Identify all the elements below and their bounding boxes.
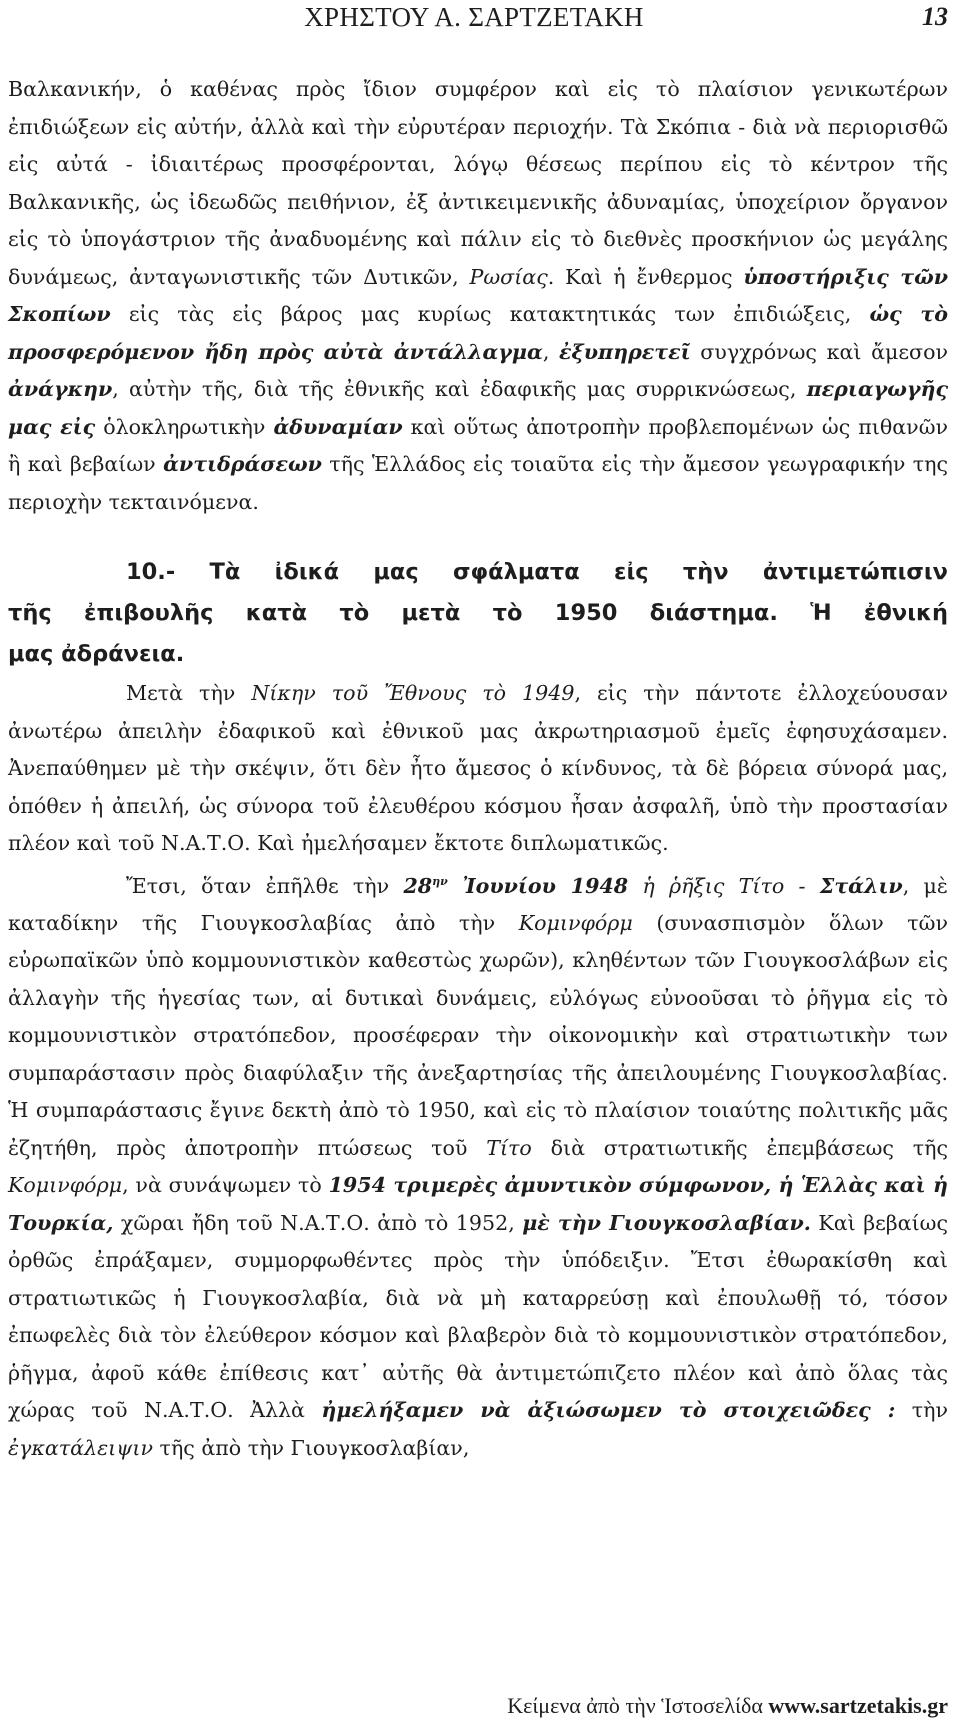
paragraph-tito-stalin <box>8 863 948 1468</box>
text-run: τῆς Ἑλλάδος εἰς τοιαῦτα εἰς τὴν ἄμεσον γεωγραφικήν της περιοχὴν τεκταινόμενα. <box>8 452 948 514</box>
page-header <box>0 0 948 40</box>
section-heading <box>8 552 948 675</box>
text-run: ὁλοκληρωτικὴν <box>95 414 274 439</box>
text-run: Ἔτσι, ὅταν ἐπῆλθε τὴν <box>126 873 404 898</box>
text-run: , αὐτὴν τῆς, διὰ τῆς ἐθνικῆς καὶ ἐδαφικῆς μας συρρικνώσεως, <box>112 377 807 401</box>
emphasis-greece-turkey: , ἡ Ἑλλὰς καὶ ἡ Τουρκία, <box>8 1173 948 1235</box>
emphasis-neglected-demand: ἠμελήξαμεν νὰ ἀξιώσωμεν τὸ στοιχειῶδες : <box>321 1398 896 1423</box>
section-heading-line-2: τῆς ἐπιβουλῆς κατὰ τὸ μετὰ τὸ 1950 διάστημα. Ἡ ἐθνική <box>8 600 948 626</box>
text-run: εἰς τὰς εἰς βάρος μας κυρίως κατακτητικάς των ἐπιδιώξεις, <box>110 302 870 326</box>
emphasis-russia: Ρωσίας <box>469 264 548 289</box>
text-run: , εἰς τὴν πάντοτε ἐλλοχεύουσαν ἀνωτέρω ἀπειλὴν ἐδαφικοῦ καὶ ἐθνικοῦ μας ἀκρωτηριασμοῦ ἐμεῖς ἐφησυχάσαμεν. Ἀνεπαύθημεν μὲ τὴν σκέψιν, ὅτι δὲν ἦτο ἄμεσος ὁ κίνδυνος, τὰ δὲ βόρεια σύνορά μας, ὁπόθεν ἡ ἀπειλή, ὡς σύνορα τοῦ ἐλευθέρου κόσμου ἦσαν ἀσφαλῆ, ὑπὸ τὴν προστασίαν πλέον καὶ τοῦ Ν.Α.Τ.Ο. Καὶ ἠμελήσαμεν ἔκτοτε διπλωματικῶς. <box>8 681 948 855</box>
text-run: τὴν <box>895 1398 948 1423</box>
running-head-author: ΧΡΗΣΤΟΥ Α. ΣΑΡΤΖΕΤΑΚΗ <box>304 2 644 32</box>
emphasis-serves: ἐξυπηρετεῖ <box>559 339 691 364</box>
emphasis-pact-1954: 1954 τριμερὲς ἀμυντικὸν σύμφωνον <box>328 1173 764 1198</box>
emphasis-date-day: 28 <box>403 873 433 898</box>
paragraph-balkans <box>8 71 948 521</box>
text-run: , μὲ καταδίκην τῆς Γιουγκοσλαβίας ἀπὸ τὴν <box>8 873 948 935</box>
text-run: , <box>542 339 560 364</box>
emphasis-reduction: περιαγωγῆς μας εἰς <box>8 377 948 439</box>
emphasis-rupture: ἡ ῥῆξις Τίτο - <box>628 873 820 898</box>
emphasis-stalin: Στάλιν <box>819 873 903 898</box>
emphasis-cominform: Κομινφόρμ <box>518 910 633 935</box>
emphasis-need: ἀνάγκην <box>8 377 113 401</box>
section-number: 10.- <box>126 559 210 585</box>
text-run: καὶ οὕτως ἀποτροπὴν προβλεπομένων ὡς πιθανῶν ἢ καὶ βεβαίων <box>8 414 949 476</box>
text-run: τῆς ἀπὸ τὴν Γιουγκοσλαβίαν, <box>153 1435 470 1460</box>
text-run: , νὰ συνάψωμεν τὸ <box>122 1173 329 1198</box>
text-run: . Καὶ ἡ ἔνθερμος <box>547 264 744 289</box>
section-title-part-1: Τὰ ἰδικά μας σφάλματα εἰς τὴν ἀντιμετώπισιν <box>209 559 949 585</box>
text-run: συγχρόνως καὶ ἄμεσον <box>690 339 949 364</box>
ordinal-suffix: ην <box>432 874 448 888</box>
emphasis-reactions: ἀντιδράσεων <box>163 452 322 476</box>
emphasis-offered-exchange: ὡς τὸ προσφερόμενον ἤδη πρὸς αὐτὰ ἀντάλλαγμα <box>8 302 948 364</box>
footer-website-link[interactable]: www.sartzetakis.gr <box>768 1693 948 1718</box>
emphasis-cominform: Κομινφόρμ <box>8 1173 123 1198</box>
section-heading-line-3: μας ἀδράνεια. <box>8 641 185 667</box>
text-run: (συνασπισμὸν ὅλων τῶν εὐρωπαϊκῶν ὑπὸ κομμουνιστικὸν καθεστὼς χωρῶν), κληθέντων τῶν Γιουγκοσλάβων εἰς ἀλλαγὴν τῆς ἡγεσίας των, αἱ δυτικαὶ δυνάμεις, εὐλόγως εὐνοοῦσαι τὸ ῥῆγμα εἰς τὸ κομμουνιστικὸν στρατόπεδον, προσέφεραν τὴν οἰκονομικὴν καὶ στρατιωτικὴν των συμπαράστασιν πρὸς διαφύλαξιν τῆς ἀνεξαρτησίας τῆς ἀπειλουμένης Γιουγκοσλαβίας. Ἡ συμπαράστασις ἔγινε δεκτὴ ἀπὸ τὸ 1950, καὶ εἰς τὸ πλαίσιον τοιαύτης πολιτικῆς μᾶς ἐζητήθη, πρὸς ἀποτροπὴν πτώσεως τοῦ <box>8 910 948 1160</box>
footer-text: Κείμενα ἀπὸ τὴν Ἱστοσελίδα <box>507 1693 769 1718</box>
emphasis-abandonment: ἐγκατάλειψιν <box>8 1435 153 1460</box>
emphasis-tito: Τίτο <box>486 1135 532 1160</box>
text-run: διὰ στρατιωτικῆς ἐπεμβάσεως τῆς <box>531 1135 948 1160</box>
emphasis-support-skopje: ὑποστήριξις τῶν Σκοπίων <box>8 264 948 326</box>
text-run: Μετὰ τὴν <box>126 681 252 705</box>
page-body <box>8 71 948 1467</box>
section-heading-line-1 <box>8 552 948 593</box>
paragraph-after-victory <box>8 675 948 863</box>
text-run: χῶραι ἤδη τοῦ Ν.Α.Τ.Ο. ἀπὸ τὸ 1952, <box>113 1210 523 1235</box>
emphasis-weakness: ἀδυναμίαν <box>273 414 403 439</box>
emphasis-with-yugoslavia: μὲ τὴν Γιουγκοσλαβίαν. <box>522 1210 811 1235</box>
page-number: 13 <box>922 2 948 31</box>
page-footer <box>507 1693 948 1719</box>
emphasis-date-month-year: Ἰουνίου 1948 <box>447 873 629 898</box>
emphasis-victory-1949: Νίκην τοῦ Ἔθνους τὸ 1949 <box>251 681 575 705</box>
text-run: Καὶ βεβαίως ὀρθῶς ἐπράξαμεν, συμμορφωθέντες πρὸς τὴν ὑπόδειξιν. Ἔτσι ἐθωρακίσθη καὶ στρατιωτικῶς ἡ Γιουγκοσλαβία, διὰ νὰ μὴ καταρρεύσῃ καὶ ἐπουλωθῇ τό, τόσον ἐπωφελὲς διὰ τὸν ἐλεύθερον κόσμον καὶ βλαβερὸν διὰ τὸ κομμουνιστικὸν στρατόπεδον, ῥῆγμα, ἀφοῦ κάθε ἐπίθεσις κατ᾽ αὐτῆς θὰ ἀντιμετώπιζετο πλέον καὶ ἀπὸ ὅλας τὰς χώρας τοῦ Ν.Α.Τ.Ο. Ἀλλὰ <box>8 1210 948 1423</box>
text-run: Βαλκανικήν, ὁ καθένας πρὸς ἴδιον συμφέρον καὶ εἰς τὸ πλαίσιον γενικωτέρων ἐπιδιώξεων εἰς αὐτήν, ἀλλὰ καὶ τὴν εὐρυτέραν περιοχήν. Τὰ Σκόπια - διὰ νὰ περιορισθῶ εἰς αὐτά - ἰδιαιτέρως προσφέρονται, λόγῳ θέσεως περίπου εἰς τὸ κέντρον τῆς Βαλκανικῆς, ὡς ἰδεωδῶς πειθήνιον, ἐξ ἀντικειμενικῆς ἀδυναμίας, ὑποχείριον ὄργανον εἰς τὸ ὑπογάστριον τῆς ἀναδυομένης καὶ πάλιν εἰς τὸ διεθνὲς προσκήνιον ὡς μεγάλης δυνάμεως, ἀνταγωνιστικῆς τῶν Δυτικῶν, <box>8 77 948 289</box>
